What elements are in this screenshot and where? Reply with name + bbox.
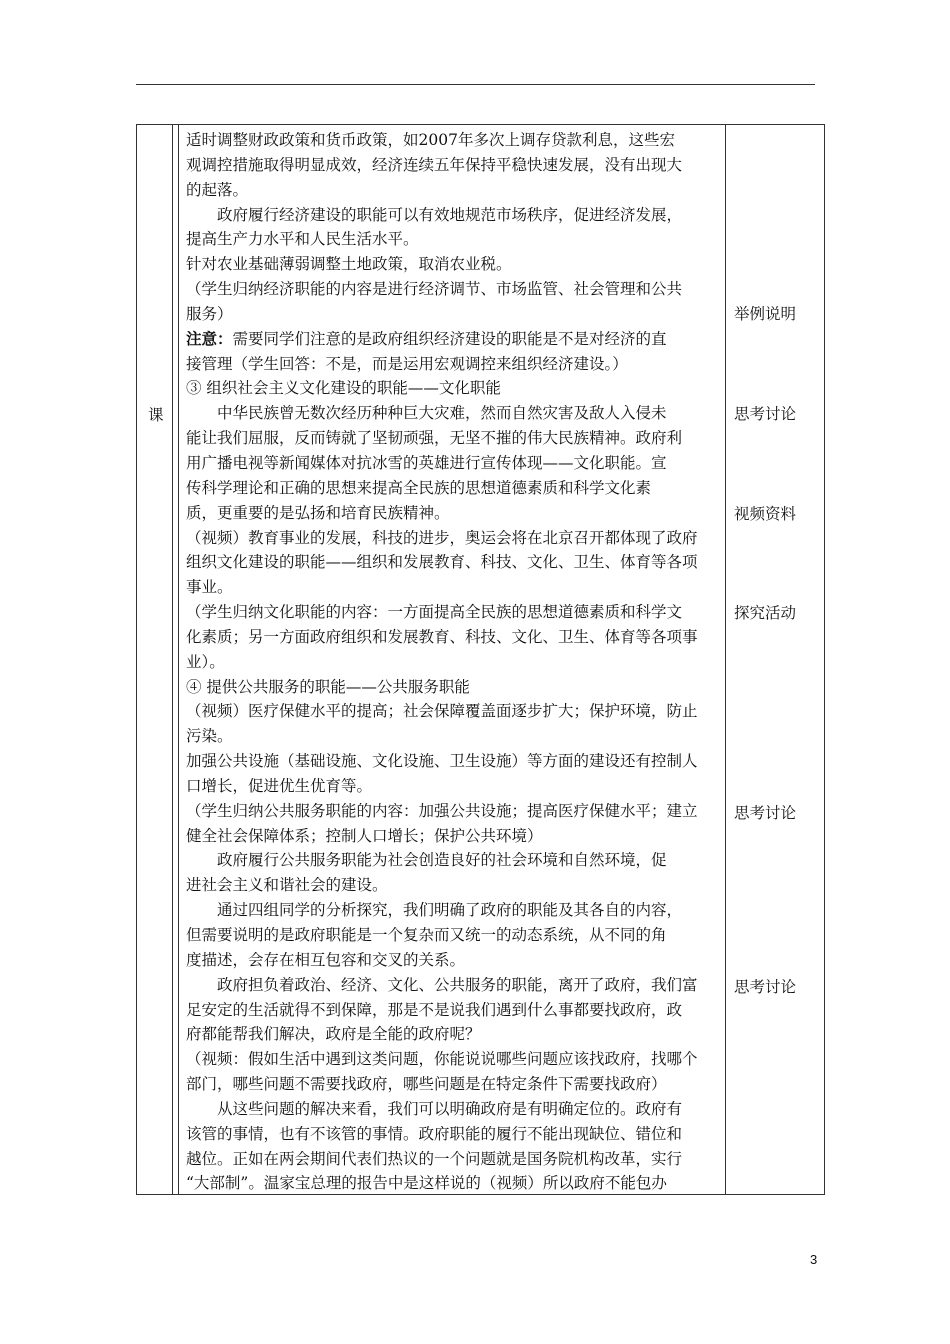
text-line: 从这些问题的解决来看，我们可以明确政府是有明确定位的。政府有 (217, 1099, 683, 1118)
text-line: 越位。正如在两会期间代表们热议的一个问题就是国务院机构改革，实行 (186, 1149, 683, 1168)
text-line: 该管的事情，也有不该管的事情。政府职能的履行不能出现缺位、错位和 (186, 1124, 683, 1143)
text-line: 业）。 (186, 652, 225, 671)
text-line: 事业。 (186, 578, 233, 597)
teaching-method: 思考讨论 (734, 405, 797, 423)
text-line: 服务） (186, 304, 233, 323)
teaching-method: 举例说明 (734, 305, 797, 323)
lesson-content (186, 128, 720, 1196)
text-line: （学生归纳经济职能的内容是进行经济调节、市场监管、社会管理和公共 (186, 280, 683, 299)
text-line: （视频：假如生活中遇到这类问题，你能说说哪些问题应该找政府，找哪个 (186, 1050, 698, 1069)
text-line: （视频）教育事业的发展，科技的进步，奥运会将在北京召开都体现了政府 (186, 528, 698, 547)
text-line: 通过四组同学的分析探究，我们明确了政府的职能及其各自的内容， (217, 901, 683, 920)
text-line: 部门，哪些问题不需要找政府，哪些问题是在特定条件下需要找政府） (186, 1075, 667, 1094)
note-label: 注意： (186, 328, 233, 348)
header-rule (136, 84, 815, 85)
text-line: 口增长，促进优生优育等。 (186, 776, 373, 795)
text-line: 健全社会保障体系；控制人口增长；保护公共环境） (186, 826, 543, 845)
subsection-heading: ③ 组织社会主义文化建设的职能——文化职能 (186, 379, 501, 398)
teaching-method: 思考讨论 (734, 804, 797, 822)
text-line: 加强公共设施（基础设施、文化设施、卫生设施）等方面的建设还有控制人 (186, 752, 698, 771)
text-line: 化素质；另一方面政府组织和发展教育、科技、文化、卫生、体育等各项事 (186, 627, 698, 646)
text-line: 能让我们屈服，反而铸就了坚韧顽强，无坚不摧的伟大民族精神。政府利 (186, 429, 683, 448)
text-line: 适时调整财政政策和货币政策，如2007年多次上调存贷款利息，这些宏 (186, 131, 675, 149)
text-line: 政府履行经济建设的职能可以有效地规范市场秩序，促进经济发展， (217, 205, 683, 224)
note-text: 需要同学们注意的是政府组织经济建设的职能是不是对经济的直 (232, 329, 667, 348)
page-number: 3 (810, 1252, 818, 1267)
text-line: 接管理（学生回答：不是，而是运用宏观调控来组织经济建设。） (186, 354, 628, 373)
text-line: （视频）医疗保健水平的提高；社会保障覆盖面逐步扩大；保护环境，防止 (186, 702, 698, 721)
text-line: 针对农业基础薄弱调整土地政策，取消农业税。 (186, 255, 512, 274)
note-line (186, 327, 720, 352)
subsection-heading: ④ 提供公共服务的职能——公共服务职能 (186, 677, 470, 696)
teaching-method: 视频资料 (734, 505, 797, 523)
text-line: 足安定的生活就得不到保障，那是不是说我们遇到什么事都要找政府，政 (186, 1000, 683, 1019)
teaching-method: 思考讨论 (734, 978, 797, 996)
text-line: 的起落。 (186, 180, 249, 199)
text-line: （学生归纳公共服务职能的内容：加强公共设施；提高医疗保健水平；建立 (186, 801, 698, 820)
column-divider (725, 125, 726, 1194)
text-line: 中华民族曾无数次经历种种巨大灾难，然而自然灾害及敌人入侵未 (217, 404, 667, 423)
text-line: 提高生产力水平和人民生活水平。 (186, 230, 419, 249)
text-line: 政府履行公共服务职能为社会创造良好的社会环境和自然环境，促 (217, 851, 667, 870)
text-line: 度描述，会存在相互包容和交叉的关系。 (186, 950, 466, 969)
column-divider (178, 125, 179, 1194)
text-line: 但需要说明的是政府职能是一个复杂而又统一的动态系统，从不同的角 (186, 926, 667, 944)
text-line: 观调控措施取得明显成效，经济连续五年保持平稳快速发展，没有出现大 (186, 155, 683, 174)
text-line: （学生归纳文化职能的内容：一方面提高全民族的思想道德素质和科学文 (186, 603, 683, 622)
text-line: 府都能帮我们解决，政府是全能的政府呢？ (186, 1025, 481, 1044)
text-line: “大部制”。温家宝总理的报告中是这样说的（视频）所以政府不能包办 (186, 1174, 667, 1193)
text-line: 传科学理论和正确的思想来提高全民族的思想道德素质和科学文化素 (186, 478, 652, 497)
text-line: 污染。 (186, 727, 233, 746)
text-line: 组织文化建设的职能——组织和发展教育、科技、文化、卫生、体育等各项 (186, 553, 698, 572)
section-label: 课 (148, 406, 164, 424)
text-line: 用广播电视等新闻媒体对抗冰雪的英雄进行宣传体现——文化职能。宣 (186, 453, 667, 472)
teaching-method: 探究活动 (734, 604, 797, 622)
text-line: 政府担负着政治、经济、文化、公共服务的职能，离开了政府，我们富 (217, 975, 698, 994)
column-divider (172, 125, 173, 1194)
text-line: 进社会主义和谐社会的建设。 (186, 876, 388, 895)
text-line: 质，更重要的是弘扬和培育民族精神。 (186, 503, 450, 522)
